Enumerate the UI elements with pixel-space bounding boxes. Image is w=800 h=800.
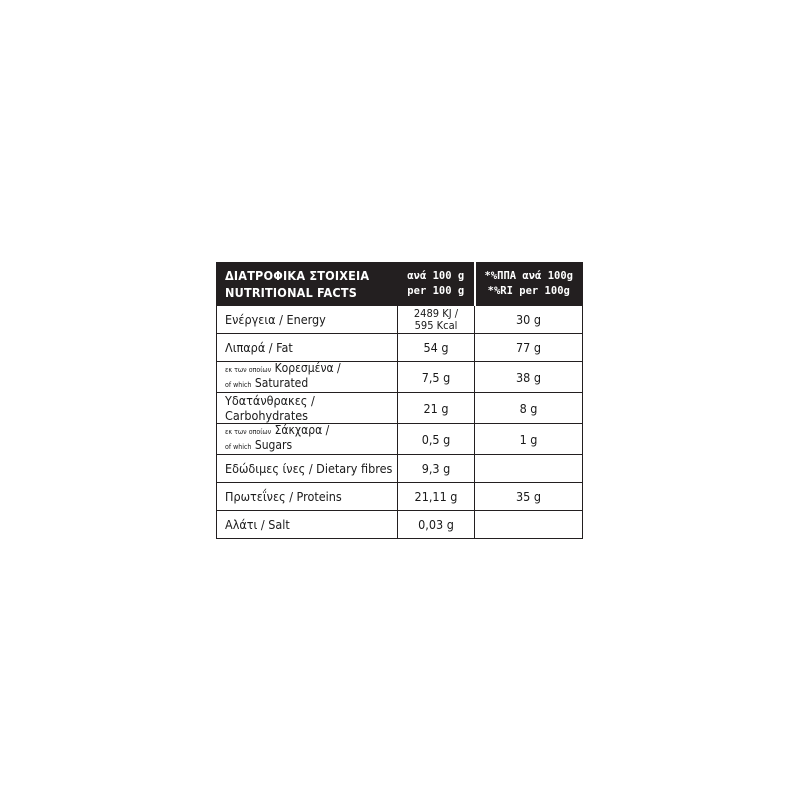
- ri-value: 38 g: [475, 362, 583, 393]
- table-row-saturated: [217, 362, 583, 393]
- ri-value: [475, 511, 583, 539]
- per100-value: 7,5 g: [398, 362, 475, 393]
- prefix-greek: εκ των οποίων: [225, 428, 272, 436]
- ri-value: [475, 455, 583, 483]
- table-row-fat: [217, 334, 583, 362]
- header-nutrient-title: [217, 263, 398, 306]
- header-ri-greek: *%ΠΠΑ ανά 100g: [484, 270, 573, 282]
- nutrient-name-greek-line: [225, 424, 397, 439]
- per100-value: 9,3 g: [398, 455, 475, 483]
- prefix-greek: εκ των οποίων: [225, 366, 272, 374]
- nutrient-name: Αλάτι / Salt: [217, 511, 398, 539]
- energy-kcal: 595 Kcal: [414, 318, 458, 332]
- nutrient-name: Πρωτεΐνες / Proteins: [217, 483, 398, 511]
- table-row-sugars: [217, 424, 583, 455]
- table-row-salt: [217, 511, 583, 539]
- ri-value: 77 g: [475, 334, 583, 362]
- ri-value: 35 g: [475, 483, 583, 511]
- nutrient-name: Ενέργεια / Energy: [217, 306, 398, 334]
- per100-value: [398, 306, 475, 334]
- nutrient-name: Λιπαρά / Fat: [217, 334, 398, 362]
- prefix-english: of which: [225, 443, 252, 451]
- table-row-proteins: [217, 483, 583, 511]
- ri-value: 8 g: [475, 393, 583, 424]
- header-ri-english: *%RI per 100g: [487, 285, 570, 297]
- per100-value: 0,03 g: [398, 511, 475, 539]
- nutrient-name: [217, 362, 398, 393]
- ri-value: 30 g: [475, 306, 583, 334]
- per100-value: 0,5 g: [398, 424, 475, 455]
- nutrient-name-english-line: [225, 439, 397, 454]
- name-english: Sugars: [254, 438, 293, 452]
- header-per100-english: per 100 g: [407, 285, 465, 297]
- name-greek: Κορεσμένα /: [274, 361, 341, 375]
- nutrient-name: [217, 424, 398, 455]
- header-title-english: NUTRITIONAL FACTS: [225, 285, 358, 300]
- table-row-carbohydrates: [217, 393, 583, 424]
- nutrition-facts-table: [216, 262, 583, 539]
- per100-value: 21,11 g: [398, 483, 475, 511]
- nutrient-name: Εδώδιμες ίνες / Dietary fibres: [217, 455, 398, 483]
- prefix-english: of which: [225, 381, 252, 389]
- table-row-energy: [217, 306, 583, 334]
- header-per100-greek: ανά 100 g: [407, 270, 465, 282]
- nutrient-name-english-line: [225, 377, 397, 392]
- table-row-fibres: [217, 455, 583, 483]
- nutrient-name-greek-line: [225, 362, 397, 377]
- nutrient-name: Υδατάνθρακες / Carbohydrates: [217, 393, 398, 424]
- header-reference-intake: [475, 263, 583, 306]
- per100-value: 21 g: [398, 393, 475, 424]
- header-per-100g: [398, 263, 475, 306]
- table-header-row: [217, 263, 583, 306]
- header-title-greek: ΔΙΑΤΡΟΦΙΚΑ ΣΤΟΙΧΕΙΑ: [225, 268, 370, 283]
- per100-value: 54 g: [398, 334, 475, 362]
- name-english: Saturated: [254, 376, 309, 390]
- name-greek: Σάκχαρα /: [274, 423, 330, 437]
- ri-value: 1 g: [475, 424, 583, 455]
- energy-kj: 2489 KJ /: [413, 306, 459, 320]
